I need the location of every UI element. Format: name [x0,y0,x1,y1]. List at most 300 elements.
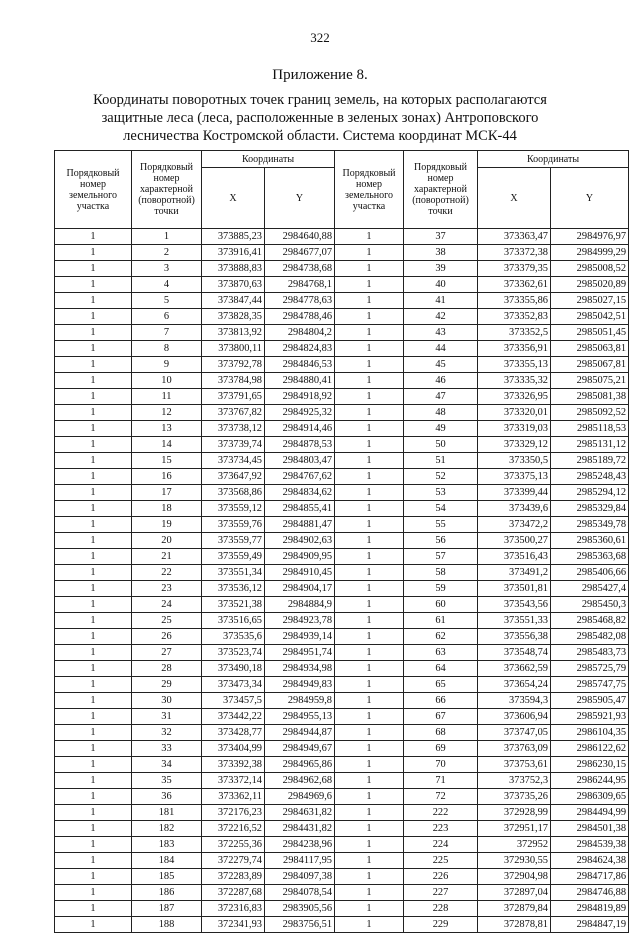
cell-parcel-number: 1 [55,773,132,789]
cell-point-number: 229 [404,917,478,933]
cell-parcel-number: 1 [55,325,132,341]
cell-point-number: 48 [404,405,478,421]
cell-point-number: 51 [404,453,478,469]
cell-y: 2985027,15 [551,293,629,309]
cell-y: 2985921,93 [551,709,629,725]
cell-x: 373753,61 [478,757,551,773]
cell-x: 372928,99 [478,805,551,821]
cell-x: 373404,99 [202,741,265,757]
cell-parcel-number: 1 [335,853,404,869]
cell-point-number: 186 [132,885,202,901]
table-row [55,325,629,341]
cell-x: 373594,3 [478,693,551,709]
cell-y: 2984910,45 [265,565,335,581]
cell-parcel-number: 1 [335,421,404,437]
table-row [55,309,629,325]
cell-x: 373767,82 [202,405,265,421]
cell-parcel-number: 1 [55,277,132,293]
cell-point-number: 25 [132,613,202,629]
cell-point-number: 23 [132,581,202,597]
cell-point-number: 225 [404,853,478,869]
cell-y: 2985020,89 [551,277,629,293]
cell-y: 2984881,47 [265,517,335,533]
cell-x: 373350,5 [478,453,551,469]
cell-x: 373355,13 [478,357,551,373]
cell-y: 2986230,15 [551,757,629,773]
cell-y: 2984767,62 [265,469,335,485]
cell-x: 372904,98 [478,869,551,885]
cell-parcel-number: 1 [335,917,404,933]
cell-parcel-number: 1 [55,661,132,677]
cell-y: 2984819,89 [551,901,629,917]
cell-y: 2984999,29 [551,245,629,261]
cell-y: 2984976,97 [551,229,629,245]
cell-point-number: 5 [132,293,202,309]
table-row [55,373,629,389]
cell-parcel-number: 1 [55,485,132,501]
cell-parcel-number: 1 [335,341,404,357]
cell-parcel-number: 1 [335,869,404,885]
cell-y: 2984117,95 [265,853,335,869]
table-row [55,453,629,469]
header-parcel-number: Порядковый номер земельного участка [55,151,132,229]
cell-parcel-number: 1 [335,485,404,501]
cell-parcel-number: 1 [335,549,404,565]
cell-parcel-number: 1 [335,533,404,549]
cell-y: 2984804,2 [265,325,335,341]
header-coordinates: Координаты [478,151,629,168]
cell-y: 2984640,88 [265,229,335,245]
cell-parcel-number: 1 [55,533,132,549]
cell-x: 373362,11 [202,789,265,805]
cell-y: 2984431,82 [265,821,335,837]
cell-y: 2984962,68 [265,773,335,789]
table-row [55,677,629,693]
cell-x: 373399,44 [478,485,551,501]
cell-y: 2985363,68 [551,549,629,565]
table-row [55,293,629,309]
cell-x: 373791,65 [202,389,265,405]
table-row [55,389,629,405]
cell-y: 2985189,72 [551,453,629,469]
cell-x: 372316,83 [202,901,265,917]
header-point-number: Порядковый номер характерной (поворотной) точки [404,151,478,229]
cell-parcel-number: 1 [55,677,132,693]
cell-parcel-number: 1 [335,405,404,421]
header-y: Y [551,168,629,229]
cell-point-number: 40 [404,277,478,293]
cell-y: 2984880,41 [265,373,335,389]
cell-parcel-number: 1 [55,709,132,725]
cell-x: 373739,74 [202,437,265,453]
cell-y: 2986104,35 [551,725,629,741]
cell-y: 2984951,74 [265,645,335,661]
cell-point-number: 15 [132,453,202,469]
cell-y: 2984934,98 [265,661,335,677]
cell-y: 2985294,12 [551,485,629,501]
cell-x: 373792,78 [202,357,265,373]
cell-y: 2985329,84 [551,501,629,517]
cell-x: 372283,89 [202,869,265,885]
cell-parcel-number: 1 [335,229,404,245]
cell-point-number: 70 [404,757,478,773]
table-row [55,789,629,805]
cell-parcel-number: 1 [335,789,404,805]
table-row [55,821,629,837]
cell-x: 373521,38 [202,597,265,613]
cell-x: 373738,12 [202,421,265,437]
cell-y: 2985063,81 [551,341,629,357]
cell-x: 373375,13 [478,469,551,485]
table-row [55,517,629,533]
cell-point-number: 44 [404,341,478,357]
cell-point-number: 24 [132,597,202,613]
cell-parcel-number: 1 [55,357,132,373]
cell-point-number: 224 [404,837,478,853]
cell-x: 373329,12 [478,437,551,453]
cell-point-number: 6 [132,309,202,325]
cell-point-number: 182 [132,821,202,837]
cell-x: 373326,95 [478,389,551,405]
cell-point-number: 188 [132,917,202,933]
cell-point-number: 71 [404,773,478,789]
cell-x: 372279,74 [202,853,265,869]
cell-point-number: 2 [132,245,202,261]
cell-y: 2984824,83 [265,341,335,357]
cell-parcel-number: 1 [335,693,404,709]
cell-x: 373813,92 [202,325,265,341]
cell-x: 373870,63 [202,277,265,293]
cell-x: 373335,32 [478,373,551,389]
cell-point-number: 58 [404,565,478,581]
cell-parcel-number: 1 [55,613,132,629]
cell-point-number: 47 [404,389,478,405]
cell-y: 2985008,52 [551,261,629,277]
cell-y: 2984788,46 [265,309,335,325]
cell-parcel-number: 1 [335,469,404,485]
cell-x: 373535,6 [202,629,265,645]
cell-point-number: 68 [404,725,478,741]
cell-y: 2985427,4 [551,581,629,597]
cell-parcel-number: 1 [55,885,132,901]
cell-x: 372255,36 [202,837,265,853]
cell-point-number: 31 [132,709,202,725]
cell-y: 2984846,53 [265,357,335,373]
table-row [55,741,629,757]
cell-y: 2986122,62 [551,741,629,757]
table-row [55,533,629,549]
cell-y: 2985075,21 [551,373,629,389]
header-coordinates: Координаты [202,151,335,168]
cell-y: 2984949,67 [265,741,335,757]
cell-y: 2986244,95 [551,773,629,789]
cell-parcel-number: 1 [55,261,132,277]
cell-parcel-number: 1 [55,789,132,805]
cell-x: 372930,55 [478,853,551,869]
table-row [55,357,629,373]
table-row [55,277,629,293]
cell-parcel-number: 1 [55,837,132,853]
cell-y: 2984834,62 [265,485,335,501]
cell-parcel-number: 1 [55,341,132,357]
cell-x: 373662,59 [478,661,551,677]
cell-x: 373472,2 [478,517,551,533]
cell-x: 373784,98 [202,373,265,389]
table-row [55,485,629,501]
cell-point-number: 56 [404,533,478,549]
cell-point-number: 184 [132,853,202,869]
cell-parcel-number: 1 [55,741,132,757]
cell-point-number: 29 [132,677,202,693]
cell-point-number: 4 [132,277,202,293]
cell-point-number: 183 [132,837,202,853]
cell-y: 2985042,51 [551,309,629,325]
cell-parcel-number: 1 [335,901,404,917]
cell-point-number: 16 [132,469,202,485]
cell-x: 373319,03 [478,421,551,437]
cell-x: 373647,92 [202,469,265,485]
cell-x: 373379,35 [478,261,551,277]
table-row [55,917,629,933]
cell-parcel-number: 1 [55,917,132,933]
table-row [55,597,629,613]
cell-parcel-number: 1 [335,725,404,741]
cell-point-number: 223 [404,821,478,837]
table-row [55,405,629,421]
cell-parcel-number: 1 [335,773,404,789]
cell-parcel-number: 1 [55,629,132,645]
table-row [55,693,629,709]
cell-y: 2984717,86 [551,869,629,885]
cell-x: 373536,12 [202,581,265,597]
table-row [55,725,629,741]
cell-x: 373800,11 [202,341,265,357]
cell-y: 2985905,47 [551,693,629,709]
cell-x: 373559,49 [202,549,265,565]
table-body [55,229,629,933]
table-row [55,645,629,661]
cell-parcel-number: 1 [335,501,404,517]
cell-point-number: 60 [404,597,478,613]
cell-x: 373442,22 [202,709,265,725]
table-row [55,565,629,581]
cell-parcel-number: 1 [55,901,132,917]
cell-parcel-number: 1 [335,357,404,373]
coordinates-table [54,150,629,933]
cell-x: 373372,38 [478,245,551,261]
cell-point-number: 28 [132,661,202,677]
cell-x: 373885,23 [202,229,265,245]
cell-x: 373392,38 [202,757,265,773]
cell-point-number: 226 [404,869,478,885]
cell-point-number: 227 [404,885,478,901]
table-row [55,437,629,453]
cell-x: 373763,09 [478,741,551,757]
cell-y: 2984624,38 [551,853,629,869]
cell-x: 373490,18 [202,661,265,677]
cell-y: 2986309,65 [551,789,629,805]
cell-x: 373439,6 [478,501,551,517]
cell-parcel-number: 1 [335,709,404,725]
cell-y: 2985051,45 [551,325,629,341]
cell-point-number: 62 [404,629,478,645]
cell-x: 373559,77 [202,533,265,549]
cell-x: 373548,74 [478,645,551,661]
cell-x: 373356,91 [478,341,551,357]
cell-point-number: 181 [132,805,202,821]
cell-y: 2984965,86 [265,757,335,773]
cell-parcel-number: 1 [55,565,132,581]
cell-point-number: 13 [132,421,202,437]
table-row [55,901,629,917]
cell-parcel-number: 1 [55,517,132,533]
cell-parcel-number: 1 [335,837,404,853]
cell-point-number: 59 [404,581,478,597]
cell-parcel-number: 1 [55,373,132,389]
cell-point-number: 14 [132,437,202,453]
table-row [55,613,629,629]
cell-y: 2984904,17 [265,581,335,597]
cell-y: 2984539,38 [551,837,629,853]
cell-parcel-number: 1 [55,853,132,869]
table-row [55,709,629,725]
cell-y: 2984768,1 [265,277,335,293]
cell-y: 2984939,14 [265,629,335,645]
cell-y: 2985131,12 [551,437,629,453]
cell-y: 2984914,46 [265,421,335,437]
cell-point-number: 18 [132,501,202,517]
cell-point-number: 55 [404,517,478,533]
cell-point-number: 57 [404,549,478,565]
cell-y: 2984677,07 [265,245,335,261]
cell-x: 373362,61 [478,277,551,293]
cell-x: 373568,86 [202,485,265,501]
header-x: X [202,168,265,229]
cell-parcel-number: 1 [335,453,404,469]
cell-parcel-number: 1 [335,373,404,389]
cell-point-number: 30 [132,693,202,709]
document-title: Координаты поворотных точек границ земель, на которых располагаются защитные леса (леса, расположенные в зеленых зонах) Антроповского лесничества Костромской области. Система координат МСК-44 [93,92,547,144]
cell-y: 2984803,47 [265,453,335,469]
table-row [55,661,629,677]
cell-point-number: 66 [404,693,478,709]
cell-y: 2985483,73 [551,645,629,661]
cell-y: 2984238,96 [265,837,335,853]
cell-x: 373828,35 [202,309,265,325]
cell-y: 2984738,68 [265,261,335,277]
header-point-number: Порядковый номер характерной (поворотной) точки [132,151,202,229]
cell-parcel-number: 1 [335,277,404,293]
table-row [55,341,629,357]
cell-point-number: 12 [132,405,202,421]
cell-y: 2984944,87 [265,725,335,741]
cell-point-number: 49 [404,421,478,437]
cell-y: 2985747,75 [551,677,629,693]
cell-parcel-number: 1 [335,885,404,901]
cell-y: 2985081,38 [551,389,629,405]
cell-y: 2985360,61 [551,533,629,549]
cell-parcel-number: 1 [335,805,404,821]
cell-parcel-number: 1 [335,645,404,661]
cell-parcel-number: 1 [55,581,132,597]
cell-point-number: 222 [404,805,478,821]
cell-parcel-number: 1 [55,245,132,261]
cell-y: 2985450,3 [551,597,629,613]
table-row [55,245,629,261]
table-row [55,581,629,597]
cell-y: 2984855,41 [265,501,335,517]
cell-point-number: 8 [132,341,202,357]
cell-point-number: 67 [404,709,478,725]
cell-y: 2984969,6 [265,789,335,805]
cell-y: 2984631,82 [265,805,335,821]
cell-point-number: 20 [132,533,202,549]
cell-parcel-number: 1 [55,869,132,885]
cell-point-number: 69 [404,741,478,757]
cell-parcel-number: 1 [55,421,132,437]
cell-x: 373559,12 [202,501,265,517]
cell-point-number: 10 [132,373,202,389]
header-y: Y [265,168,335,229]
table-row [55,757,629,773]
cell-parcel-number: 1 [55,693,132,709]
cell-y: 2985092,52 [551,405,629,421]
cell-point-number: 72 [404,789,478,805]
cell-x: 372878,81 [478,917,551,933]
cell-point-number: 185 [132,869,202,885]
cell-x: 373516,65 [202,613,265,629]
page-number: 322 [310,30,330,45]
cell-x: 373556,38 [478,629,551,645]
table-row [55,773,629,789]
cell-x: 373747,05 [478,725,551,741]
cell-parcel-number: 1 [335,325,404,341]
cell-x: 373500,27 [478,533,551,549]
appendix-label: Приложение 8. [272,67,368,83]
cell-x: 373654,24 [478,677,551,693]
cell-parcel-number: 1 [335,261,404,277]
cell-point-number: 26 [132,629,202,645]
cell-point-number: 21 [132,549,202,565]
cell-point-number: 36 [132,789,202,805]
cell-y: 2985406,66 [551,565,629,581]
cell-point-number: 65 [404,677,478,693]
cell-x: 373735,26 [478,789,551,805]
cell-x: 373551,34 [202,565,265,581]
header-x: X [478,168,551,229]
cell-x: 372287,68 [202,885,265,901]
cell-parcel-number: 1 [55,453,132,469]
cell-point-number: 50 [404,437,478,453]
cell-parcel-number: 1 [335,741,404,757]
cell-x: 373352,83 [478,309,551,325]
cell-parcel-number: 1 [55,389,132,405]
cell-y: 2984925,32 [265,405,335,421]
cell-x: 373916,41 [202,245,265,261]
cell-point-number: 32 [132,725,202,741]
cell-parcel-number: 1 [55,405,132,421]
cell-y: 2985349,78 [551,517,629,533]
cell-parcel-number: 1 [55,805,132,821]
cell-x: 373355,86 [478,293,551,309]
cell-parcel-number: 1 [55,757,132,773]
cell-point-number: 11 [132,389,202,405]
cell-x: 373516,43 [478,549,551,565]
cell-y: 2984902,63 [265,533,335,549]
cell-y: 2984923,78 [265,613,335,629]
cell-parcel-number: 1 [335,245,404,261]
cell-point-number: 9 [132,357,202,373]
